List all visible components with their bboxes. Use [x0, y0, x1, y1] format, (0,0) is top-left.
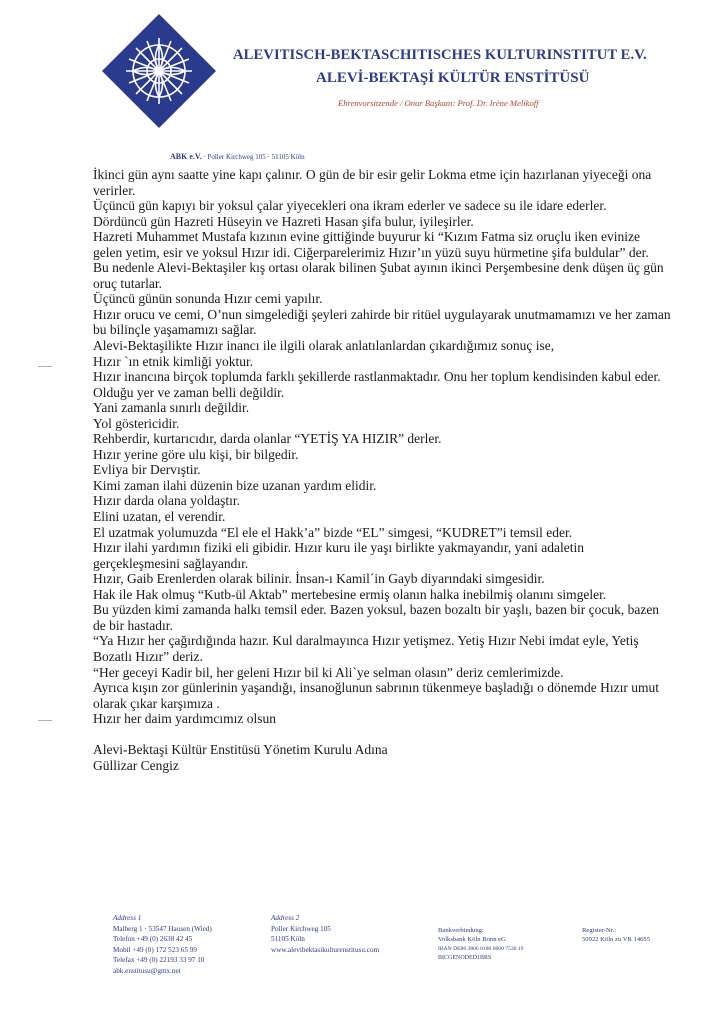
body-paragraph: Hızır her daim yardımcımız olsun	[93, 711, 276, 727]
body-paragraph: Evliya bir Dervıştir.	[93, 462, 201, 478]
footer-email[interactable]: abk.enstitusu@gmx.net	[113, 966, 181, 975]
body-paragraph: Hızır ilahi yardımın fiziki eli gibidir. Hızır kuru ile yaşı birlikte yakmayandır, yani adaletin gerçekleşmesini sağlayandır.	[93, 540, 584, 571]
address1-heading: Address 1	[113, 914, 142, 922]
body-paragraph: Bu yüzden kimi zamanda halkı temsil eder. Bazen yoksul, bazen bozaltı bir yaşlı, bazen bir çocuk, bazen de bir hastadır.	[93, 602, 660, 633]
body-paragraph: İkinci gün aynı saatte yine kapı çalınır. O gün de bir esir gelir Lokma etme için hazırlanan yiyeceği ona verirler.	[93, 167, 652, 198]
body-paragraph: Yani zamanla sınırlı değildir.	[93, 400, 250, 416]
body-paragraph: Elini uzatan, el verendir.	[93, 509, 226, 525]
footer-address-1	[113, 913, 212, 977]
body-paragraph: Hızır orucu ve cemi, O’nun simgelediği şeyleri zahirde bir ritüel uygulayarak unutmamamızı ve her zaman bu bilinçle yaşamamızı sağlar.	[93, 306, 671, 338]
footer-bank	[438, 926, 523, 964]
footer-line: Telefax +49 (0) 22193 33 97 10	[113, 956, 205, 965]
letter-body	[93, 167, 671, 773]
footer-line: Poller Kirchweg 105	[271, 924, 331, 933]
body-paragraph: Kimi zaman ilahi düzenin bize uzanan yardım elidir.	[93, 477, 377, 493]
body-paragraph: Hızır, Gaib Erenlerden olarak bilinir. İnsan-ı Kamil´in Gayb diyarındaki simgesidir.	[93, 571, 545, 587]
body-paragraph: Rehberdir, kurtarıcıdır, darda olanlar “YETİŞ YA HIZIR” derler.	[93, 431, 442, 447]
footer-line: Malberg 1 · 53547 Hausen (Wied)	[113, 924, 212, 933]
footer-line: Register-Nr.:	[582, 927, 617, 934]
footer-website[interactable]: www.alevibektasikulturenstitusu.com	[271, 945, 380, 954]
address2-heading: Address 2	[271, 914, 300, 922]
body-paragraph: Hızır darda olana yoldaştır.	[93, 493, 240, 509]
body-paragraph: Dördüncü gün Hazreti Hüseyin ve Hazreti Hasan şifa bulur, iyileşirler.	[93, 213, 474, 229]
footer-line: IBAN DE86 3806 0186 6600 7530 19	[438, 945, 524, 952]
org-name-german: ALEVITISCH-BEKTASCHITISCHES KULTURINSTITUT E.V.	[233, 47, 647, 63]
sender-address: · Poller Kirchweg 105 · 51105 Köln	[201, 153, 305, 161]
footer-register	[582, 926, 650, 945]
margin-mark	[38, 366, 52, 367]
body-paragraph: “Her geceyi Kadir bil, her geleni Hızır bil ki Ali`ye selman olasın” deriz cemlerimizde.	[93, 664, 564, 680]
body-paragraph: “Ya Hızır her çağırdığında hazır. Kul daralmayınca Hızır yetişmez. Yetiş Hızır Nebi imdat eyle, Yetiş Bozatlı Hızır” deriz.	[93, 633, 639, 664]
org-name-turkish: ALEVİ-BEKTAŞİ KÜLTÜR ENSTİTÜSÜ	[316, 70, 590, 86]
footer-line: Bankverbindung:	[438, 927, 484, 934]
body-paragraph: Hazreti Muhammet Mustafa kızının evine gittiğinde buyurur ki “Kızım Fatma siz oruçlu iken evinize gelen yetim, esir ve yoksul Hızır idi. Ciğerparelerimiz Hızır’ın yüzü suyu hürmetine şifa buldular” der.	[93, 229, 649, 260]
sender-line	[170, 152, 305, 161]
body-paragraph: Hızır yerine göre ulu kişi, bir bilgedir.	[93, 446, 299, 462]
body-paragraph: Hızır `ın etnik kimliği yoktur.	[93, 353, 254, 369]
body-paragraph: Alevi-Bektaşilikte Hızır inancı ile ilgili olarak anlatılanlardan çıkardığımız sonuç ise,	[93, 338, 555, 354]
footer-line: Telefon +49 (0) 2638 42 45	[113, 935, 193, 944]
institute-logo	[100, 12, 218, 130]
footer-line: Volksbank Köln Bonn eG	[438, 936, 506, 944]
signature-line: Alevi-Bektaşi Kültür Enstitüsü Yönetim Kurulu Adına	[93, 742, 388, 758]
body-paragraph: Hak ile Hak olmuş “Kutb-ül Aktab” mertebesine ermiş olanın halka inebilmiş olanını simgeler.	[93, 586, 607, 602]
body-paragraph: Olduğu yer ve zaman belli değildir.	[93, 384, 285, 400]
footer-line: BICGENODED1BRS	[438, 955, 492, 962]
margin-mark	[38, 720, 52, 721]
footer-address-2	[271, 913, 379, 955]
body-paragraph: Yol göstericidir.	[93, 415, 180, 431]
sender-org: ABK e.V.	[170, 152, 202, 161]
body-paragraph: Ayrıca kışın zor günlerinin yaşandığı, insanoğlunun sabrının tükenmeye başladığı o dönemde Hızır umut olarak çıkar karşımıza .	[93, 680, 660, 711]
body-paragraph: Üçüncü günün sonunda Hızır cemi yapılır.	[93, 291, 323, 307]
body-paragraph: Üçüncü gün kapıyı bir yoksul çalar yiyecekleri ona ikram ederler ve sadece su ile idare ederler.	[93, 198, 607, 214]
footer-line: Mobil +49 (0) 172 523 65 99	[113, 945, 197, 954]
signature-name: Güllizar Cengiz	[93, 757, 179, 773]
footer-line: 50922 Köln zu VR 14655	[582, 936, 651, 944]
honorary-chair: Ehrenvorsitzende / Onur Başkanı: Prof. Dr. Irène Melikoff	[338, 98, 539, 108]
body-paragraph: El uzatmak yolumuzda “El ele el Hakk’a” bizde “EL” simgesi, “KUDRET”i temsil eder.	[93, 524, 573, 540]
body-paragraph: Hızır inancına birçok toplumda farklı şekillerde rastlanmaktadır. Onu her toplum kendisinden kabul eder.	[93, 369, 661, 385]
body-paragraph: Bu nedenle Alevi-Bektaşiler kış ortası olarak bilinen Şubat ayının ikinci Perşembesine denk düşen üç gün oruç tutarlar.	[93, 260, 664, 291]
footer-line: 51105 Köln	[271, 935, 305, 944]
